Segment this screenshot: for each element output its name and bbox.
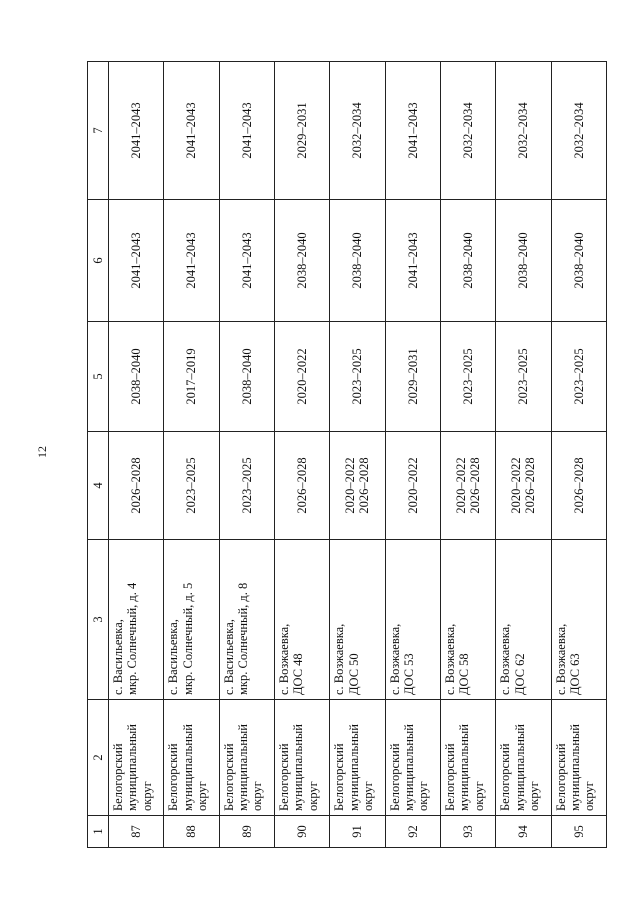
table-row <box>164 62 219 848</box>
table-row <box>496 62 551 848</box>
cell-line: округ <box>361 781 376 811</box>
cell-line: Белогорский <box>332 743 347 811</box>
period-col4-cell <box>109 432 164 540</box>
period-col4-cell <box>385 432 440 540</box>
row-number-cell: 90 <box>274 816 329 848</box>
period-col4-cell <box>496 432 551 540</box>
district-cell <box>109 700 164 816</box>
period-col4-cell <box>219 432 274 540</box>
period-c6-cell: 2038–2040 <box>330 200 385 322</box>
cell-line: 2023–2025 <box>239 457 254 514</box>
period-col4-cell <box>274 432 329 540</box>
district-cell <box>330 700 385 816</box>
period-c5-cell: 2020–2022 <box>274 322 329 432</box>
cell-line: округ <box>305 781 320 811</box>
row-number-cell: 91 <box>330 816 385 848</box>
period-c6-cell: 2041–2043 <box>164 200 219 322</box>
cell-line: с. Возжаевка, <box>442 623 457 695</box>
period-c6-cell: 2038–2040 <box>274 200 329 322</box>
cell-line: с. Возжаевка, <box>498 623 513 695</box>
header-cell: 7 <box>88 62 109 200</box>
cell-line: ДОС 62 <box>512 653 527 695</box>
cell-line: Белогорский <box>553 743 568 811</box>
cell-line: Белогорский <box>442 743 457 811</box>
period-c6-cell: 2041–2043 <box>109 200 164 322</box>
cell-line: муниципальный <box>291 724 306 811</box>
period-c5-cell: 2038–2040 <box>219 322 274 432</box>
period-c6-cell: 2041–2043 <box>219 200 274 322</box>
table-row <box>219 62 274 848</box>
cell-line: муниципальный <box>180 724 195 811</box>
table-row <box>330 62 385 848</box>
cell-line: с. Возжаевка, <box>387 623 402 695</box>
header-cell: 1 <box>88 816 109 848</box>
cell-line: ДОС 50 <box>346 653 361 695</box>
period-c5-cell: 2017–2019 <box>164 322 219 432</box>
table-row <box>551 62 606 848</box>
address-cell <box>164 540 219 700</box>
cell-line: мкр. Солнечный, д. 8 <box>236 582 251 695</box>
cell-line: Белогорский <box>111 743 125 811</box>
cell-line: 2026–2028 <box>128 457 143 514</box>
cell-line: мкр. Солнечный, д. 4 <box>125 582 140 695</box>
cell-line: муниципальный <box>568 724 582 811</box>
period-c7-cell: 2029–2031 <box>274 62 329 200</box>
cell-line: с. Васильевка, <box>166 619 181 695</box>
district-cell <box>274 700 329 816</box>
table-row <box>109 62 164 848</box>
page-number: 12 <box>35 446 49 458</box>
cell-line: с. Васильевка, <box>221 619 236 695</box>
cell-line: округ <box>250 781 265 811</box>
cell-line: ДОС 48 <box>291 653 306 695</box>
cell-line: округ <box>139 781 154 811</box>
period-col4-cell <box>551 432 606 540</box>
header-cell: 4 <box>88 432 109 540</box>
cell-line: 2020–2022 <box>453 457 468 514</box>
period-c7-cell: 2041–2043 <box>385 62 440 200</box>
address-cell <box>496 540 551 700</box>
period-c7-cell: 2032–2034 <box>496 62 551 200</box>
address-cell <box>274 540 329 700</box>
row-number-cell: 88 <box>164 816 219 848</box>
row-number-cell: 94 <box>496 816 551 848</box>
table-row <box>440 62 495 848</box>
row-number-cell: 89 <box>219 816 274 848</box>
row-number-cell: 87 <box>109 816 164 848</box>
cell-line: 2020–2022 <box>509 457 524 514</box>
header-cell: 5 <box>88 322 109 432</box>
address-cell <box>330 540 385 700</box>
cell-line: Белогорский <box>387 743 402 811</box>
district-cell <box>551 700 606 816</box>
cell-line: муниципальный <box>457 724 472 811</box>
cell-line: муниципальный <box>125 724 140 811</box>
period-c7-cell: 2041–2043 <box>164 62 219 200</box>
period-c5-cell: 2023–2025 <box>496 322 551 432</box>
row-number-cell: 93 <box>440 816 495 848</box>
period-c6-cell: 2041–2043 <box>385 200 440 322</box>
row-number-cell: 95 <box>551 816 606 848</box>
table-body <box>109 62 607 848</box>
cell-line: ДОС 53 <box>402 653 417 695</box>
period-col4-cell <box>440 432 495 540</box>
district-cell <box>385 700 440 816</box>
address-cell <box>440 540 495 700</box>
cell-line: муниципальный <box>236 724 251 811</box>
address-cell <box>109 540 164 700</box>
period-c5-cell: 2023–2025 <box>330 322 385 432</box>
cell-line: 2020–2022 <box>343 457 358 514</box>
district-cell <box>496 700 551 816</box>
cell-line: Белогорский <box>166 743 181 811</box>
cell-line: 2026–2028 <box>357 457 372 514</box>
cell-line: округ <box>416 781 431 811</box>
registry-table <box>87 61 607 848</box>
period-c7-cell: 2032–2034 <box>330 62 385 200</box>
header-row <box>88 62 109 848</box>
cell-line: округ <box>527 781 542 811</box>
cell-line: с. Васильевка, <box>111 619 125 695</box>
cell-line: 2026–2028 <box>468 457 483 514</box>
period-col4-cell <box>330 432 385 540</box>
district-cell <box>440 700 495 816</box>
rotated-table-container <box>87 62 607 848</box>
period-c7-cell: 2032–2034 <box>440 62 495 200</box>
cell-line: с. Возжаевка, <box>553 623 568 695</box>
district-cell <box>219 700 274 816</box>
cell-line: 2026–2028 <box>571 457 586 514</box>
cell-line: округ <box>471 781 486 811</box>
cell-line: 2020–2022 <box>405 457 420 514</box>
period-c6-cell: 2038–2040 <box>440 200 495 322</box>
period-c5-cell: 2023–2025 <box>551 322 606 432</box>
period-c7-cell: 2041–2043 <box>109 62 164 200</box>
cell-line: 2026–2028 <box>294 457 309 514</box>
row-number-cell: 92 <box>385 816 440 848</box>
address-cell <box>385 540 440 700</box>
cell-line: с. Возжаевка, <box>276 623 291 695</box>
period-c5-cell: 2023–2025 <box>440 322 495 432</box>
cell-line: мкр. Солнечный, д. 5 <box>180 582 195 695</box>
period-c7-cell: 2032–2034 <box>551 62 606 200</box>
cell-line: 2026–2028 <box>523 457 538 514</box>
period-c6-cell: 2038–2040 <box>551 200 606 322</box>
cell-line: округ <box>195 781 210 811</box>
address-cell <box>551 540 606 700</box>
period-c5-cell: 2038–2040 <box>109 322 164 432</box>
table-row <box>385 62 440 848</box>
cell-line: Белогорский <box>276 743 291 811</box>
cell-line: ДОС 63 <box>568 653 582 695</box>
cell-line: с. Возжаевка, <box>332 623 347 695</box>
period-col4-cell <box>164 432 219 540</box>
cell-line: Белогорский <box>498 743 513 811</box>
cell-line: муниципальный <box>512 724 527 811</box>
header-cell: 3 <box>88 540 109 700</box>
period-c7-cell: 2041–2043 <box>219 62 274 200</box>
cell-line: муниципальный <box>346 724 361 811</box>
cell-line: муниципальный <box>402 724 417 811</box>
table-row <box>274 62 329 848</box>
address-cell <box>219 540 274 700</box>
header-cell: 2 <box>88 700 109 816</box>
cell-line: округ <box>582 781 597 811</box>
cell-line: 2023–2025 <box>184 457 199 514</box>
cell-line: ДОС 58 <box>457 653 472 695</box>
period-c6-cell: 2038–2040 <box>496 200 551 322</box>
period-c5-cell: 2029–2031 <box>385 322 440 432</box>
cell-line: Белогорский <box>221 743 236 811</box>
district-cell <box>164 700 219 816</box>
header-cell: 6 <box>88 200 109 322</box>
